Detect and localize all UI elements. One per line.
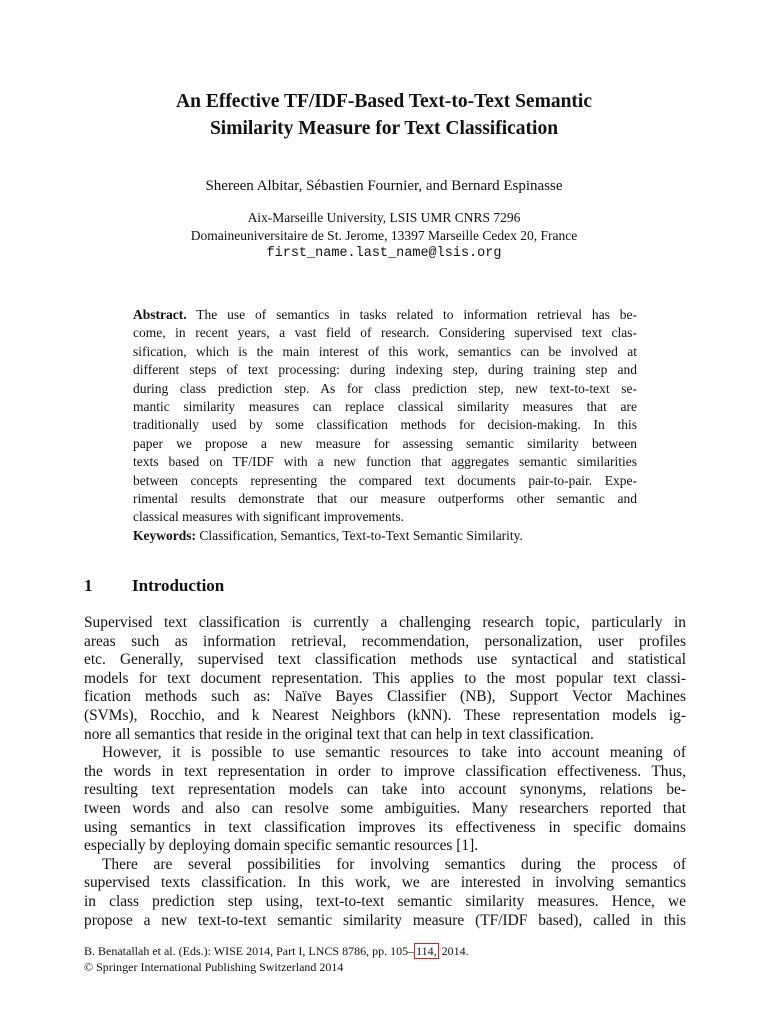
affiliation-block bbox=[84, 209, 684, 263]
section-number: 1 bbox=[84, 576, 93, 595]
author-email[interactable]: first_name.last_name@lsis.org bbox=[266, 246, 502, 261]
abstract-line: between concepts representing the compared text documents pair-to-pair. Expe- bbox=[133, 472, 637, 488]
affiliation-line-2: Domaineuniversitaire de St. Jerome, 13397 Marseille Cedex 20, France bbox=[190, 228, 578, 243]
abstract-line: traditionally used by some classification methods for decision-making. In this bbox=[133, 417, 637, 433]
abstract-line: during class prediction step. As for class prediction step, new text-to-text se- bbox=[133, 380, 637, 396]
body-line: supervised texts classification. In this work, we are interested in involving semantics bbox=[84, 874, 686, 892]
body-line: fication methods such as: Naïve Bayes Classifier (NB), Support Vector Machines bbox=[84, 688, 686, 706]
copyright-line: © Springer International Publishing Switzerland 2014 bbox=[84, 960, 344, 974]
keywords-label: Keywords: bbox=[133, 528, 196, 543]
body-line: (SVMs), Rocchio, and k Nearest Neighbors (kNN). These representation models ig- bbox=[84, 706, 686, 724]
abstract-line: rimental results demonstrate that our measure outperforms other semantic and bbox=[133, 490, 637, 506]
title-line-1: An Effective TF/IDF-Based Text-to-Text Semantic bbox=[176, 91, 592, 112]
body-line: nore all semantics that reside in the original text that can help in text classification. bbox=[84, 725, 594, 743]
body-line: in class prediction step using, text-to-text semantic similarity measures. Hence, we bbox=[84, 892, 686, 910]
abstract-line: classical measures with significant improvements. bbox=[133, 509, 405, 525]
paper-title bbox=[84, 88, 684, 142]
body-line: especially by deploying domain specific semantic resources [1]. bbox=[84, 837, 479, 855]
page-footer bbox=[84, 943, 469, 975]
body-line: areas such as information retrieval, recommendation, personalization, user profiles bbox=[84, 632, 686, 650]
body-line: models for text document representation. This applies to the most popular text classi- bbox=[84, 669, 686, 687]
keywords-line bbox=[133, 526, 637, 546]
abstract-block bbox=[133, 306, 637, 527]
affiliation-line-1: Aix-Marseille University, LSIS UMR CNRS 7296 bbox=[247, 210, 521, 225]
body-line: etc. Generally, supervised text classification methods use syntactical and statistical bbox=[84, 651, 686, 669]
author-list: Shereen Albitar, Sébastien Fournier, and Bernard Espinasse bbox=[205, 178, 563, 194]
body-text bbox=[84, 614, 686, 930]
body-line: resulting text representation models can take into account synonyms, relations be- bbox=[84, 781, 686, 799]
body-line: Supervised text classification is currently a challenging research topic, particularly in bbox=[84, 614, 686, 631]
section-heading bbox=[84, 574, 224, 598]
abstract-line: texts based on TF/IDF with a new function that aggregates semantic similarities bbox=[133, 454, 637, 470]
abstract-label: Abstract. bbox=[133, 307, 187, 322]
abstract-line: sification, which is the main interest of this work, semantics can be involved at bbox=[133, 343, 637, 359]
title-line-2: Similarity Measure for Text Classification bbox=[209, 118, 559, 139]
abstract-line: come, in recent years, a vast field of research. Considering supervised text clas- bbox=[133, 325, 637, 341]
abstract-line: Abstract. The use of semantics in tasks related to information retrieval has be- bbox=[133, 307, 637, 322]
page-range-link[interactable]: 114, bbox=[416, 944, 437, 958]
body-line: using semantics in text classification improves its effectiveness in specific domains bbox=[84, 818, 686, 836]
body-line: However, it is possible to use semantic resources to take into account meaning of bbox=[102, 744, 686, 762]
citation-line: B. Benatallah et al. (Eds.): WISE 2014, Part I, LNCS 8786, pp. 105– 114, 2014. bbox=[84, 944, 469, 958]
abstract-line: mantic similarity measures can replace classical similarity measures that are bbox=[133, 398, 637, 414]
abstract-line: paper we propose a new measure for assessing semantic similarity between bbox=[133, 435, 637, 451]
keywords-text: Classification, Semantics, Text-to-Text Semantic Similarity. bbox=[199, 528, 523, 543]
body-line: the words in text representation in order to improve classification effectiveness. Thus, bbox=[84, 762, 686, 780]
body-line: tween words and also can resolve some ambiguities. Many researchers reported that bbox=[84, 799, 686, 817]
body-line: There are several possibilities for involving semantics during the process of bbox=[102, 855, 686, 873]
section-title: Introduction bbox=[132, 576, 225, 595]
body-line: propose a new text-to-text semantic similarity measure (TF/IDF based), called in this bbox=[84, 911, 686, 929]
abstract-line: different steps of text processing: during indexing step, during training step and bbox=[133, 362, 637, 378]
